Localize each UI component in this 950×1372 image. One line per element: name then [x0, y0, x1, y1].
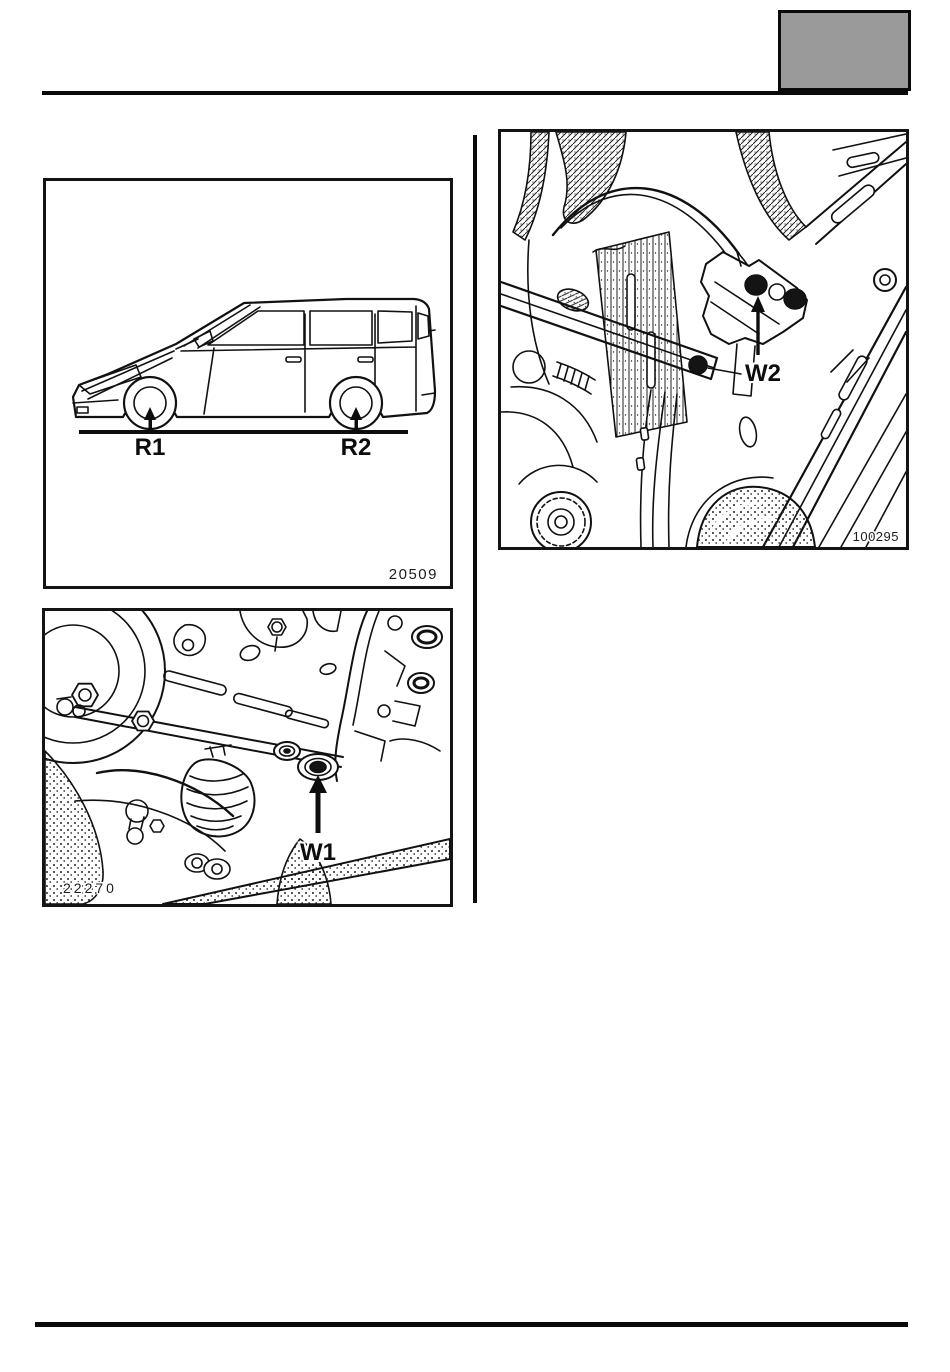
vehicle-illustration [73, 299, 435, 429]
w1-callout-arrow-icon [309, 775, 327, 833]
footer-rule [35, 1322, 908, 1327]
w2-bolt-right [784, 289, 806, 309]
figure-underbody-front-w1 [42, 608, 453, 907]
column-divider [473, 135, 477, 903]
w1-label: W1 [300, 839, 336, 866]
underbody-rear-canvas [501, 132, 906, 547]
rear-axle-label: R2 [340, 434, 372, 461]
underbody-front-canvas [45, 611, 450, 904]
w2-bolt-left [745, 275, 767, 295]
figure-underbody-rear-w2 [498, 129, 909, 550]
figure-number: 100295 [852, 529, 899, 544]
vehicle-side-view-canvas [46, 181, 450, 586]
figure-vehicle-side-view [43, 178, 453, 589]
w2-hole-center [769, 284, 785, 300]
w2-bolt-small [689, 356, 707, 374]
underbody-rear-illustration [501, 132, 906, 547]
header-rule [42, 91, 908, 95]
front-axle-label: R1 [134, 434, 166, 461]
figure-number: 20509 [388, 566, 438, 583]
underbody-front-illustration [45, 611, 450, 904]
w2-label: W2 [745, 360, 781, 387]
figure-number: 22270 [63, 880, 117, 896]
section-color-tab [778, 10, 911, 91]
